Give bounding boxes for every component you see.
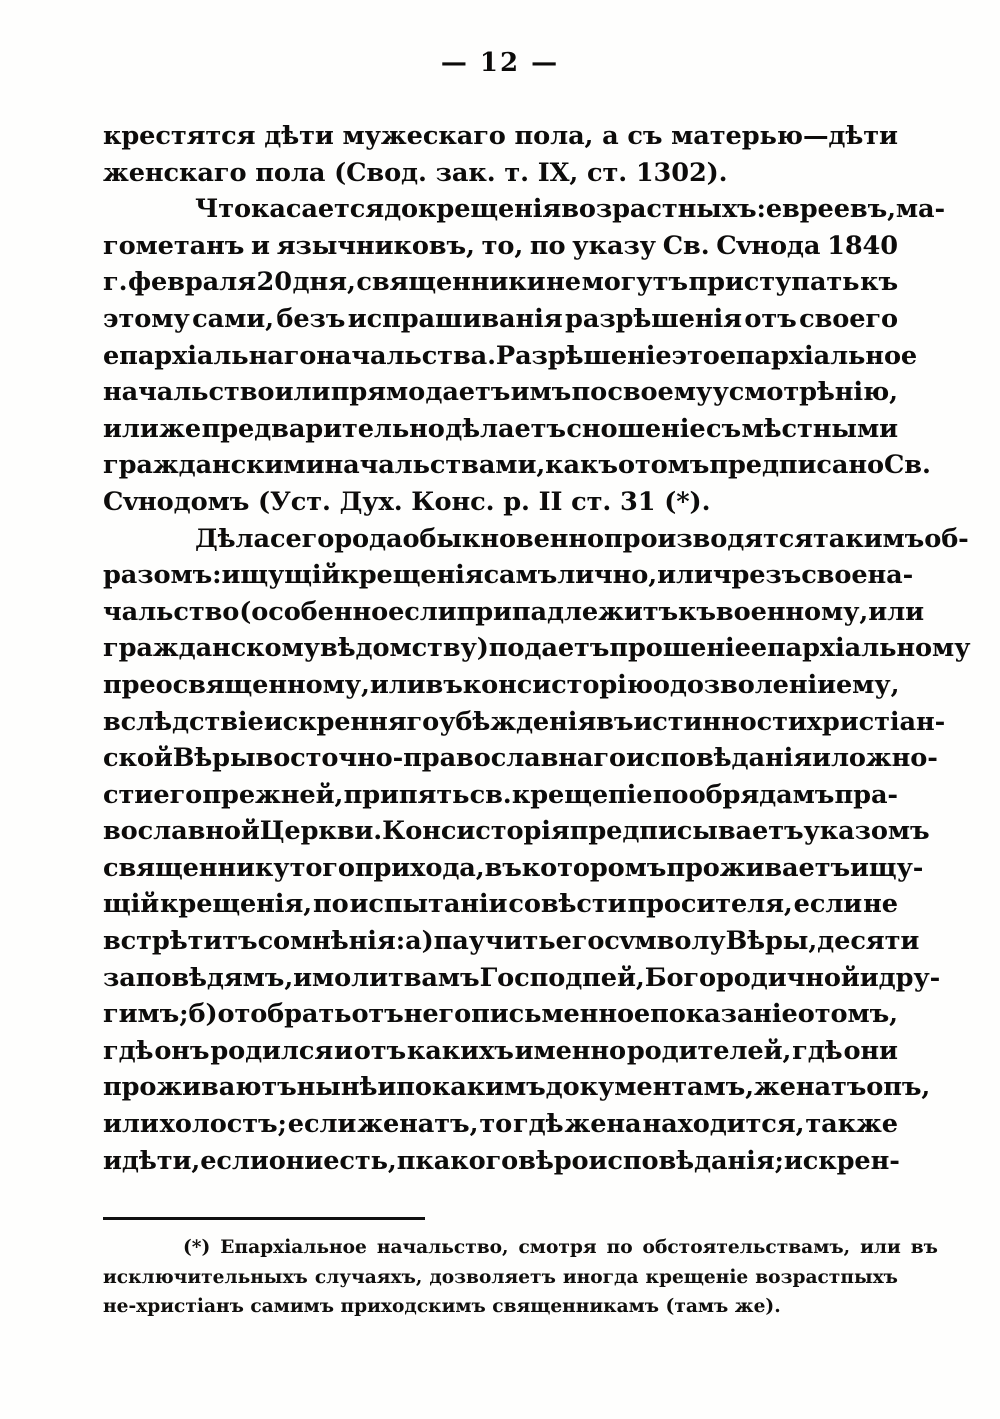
word: припадлежитъ (456, 596, 678, 627)
word: отъ (744, 303, 797, 334)
text-line (103, 301, 898, 338)
word: въ (910, 1237, 938, 1258)
word: о (617, 450, 635, 481)
word: ему, (835, 669, 900, 700)
word: ложно- (830, 743, 938, 774)
word: (особенно (239, 596, 389, 627)
word: указомъ (803, 816, 930, 847)
word: 20 (256, 267, 292, 298)
word: Консисторія (382, 816, 570, 847)
word: или (860, 1237, 901, 1258)
word: гражданскими (103, 450, 325, 481)
word: прежней, (202, 779, 344, 810)
word: съ (706, 413, 742, 444)
word: Вѣры (172, 743, 256, 774)
text-line (103, 813, 930, 850)
text-line: Сvнодомъ (Уст. Дух. Конс. р. II ст. 31 (*). (103, 486, 711, 517)
word: его (555, 926, 605, 957)
footnote-block (103, 1233, 938, 1322)
word: Св. (662, 230, 710, 261)
word: Св. (884, 450, 931, 481)
word: прошеніе (609, 633, 751, 664)
word: евреевъ, (765, 194, 896, 225)
word: (*) (183, 1237, 211, 1258)
text-line (103, 411, 898, 448)
word: дѣти (264, 121, 334, 151)
word: февраля (128, 267, 256, 298)
word: священнику (103, 852, 290, 883)
word: дѣти, (121, 1145, 201, 1176)
word: дня, (292, 267, 356, 298)
word: и (334, 1035, 353, 1066)
word: гдѣ (103, 1035, 154, 1066)
word: если (287, 1109, 357, 1140)
word: предписано (709, 450, 884, 481)
word: по (571, 377, 608, 408)
word: опъ, (866, 1072, 931, 1103)
word: крещепіе (511, 779, 653, 810)
word: искренняго (263, 706, 440, 737)
word: разомъ: (103, 560, 222, 591)
word: сами, (192, 303, 274, 334)
word: письменное (471, 999, 651, 1030)
word: Дѣла (195, 523, 270, 554)
word: щій (103, 889, 160, 920)
word: которомъ (521, 852, 667, 883)
word: обыкновенно (402, 523, 605, 554)
word: восточно-православнаго (255, 743, 626, 774)
word: своего (799, 303, 898, 334)
paragraph (103, 191, 946, 520)
word: обрядамъ (688, 779, 835, 810)
word: сего (269, 523, 335, 554)
word: десяти (817, 926, 920, 957)
word: производятся (604, 523, 814, 554)
word: и (293, 962, 313, 993)
word: родителей, (626, 1035, 792, 1066)
text-line (103, 447, 931, 484)
text-line (103, 704, 946, 741)
word: отъ (351, 999, 404, 1030)
word: своему (607, 377, 713, 408)
word: начальства. (316, 340, 496, 371)
word: иногда (562, 1266, 639, 1288)
page-number: — 12 — (440, 48, 560, 78)
word: если (200, 1145, 269, 1176)
word: не (546, 267, 581, 298)
word: крещенія (340, 560, 484, 591)
word: въ (596, 706, 634, 737)
word: нынѣ (296, 1072, 378, 1103)
word: вѣдомству)подаетъ (319, 633, 610, 664)
word: него (403, 999, 472, 1030)
word: чальство (103, 596, 240, 627)
paragraph (103, 521, 971, 1180)
word: прихода, (354, 852, 485, 883)
word: дѣлаетъ (445, 413, 566, 444)
text-line (103, 777, 898, 814)
word: или (103, 413, 159, 444)
word: п (396, 1145, 416, 1176)
word: отобрать (217, 999, 352, 1030)
word: того (289, 852, 355, 883)
word: крещенія, (160, 889, 313, 920)
word: самъ (483, 560, 558, 591)
text-line (103, 996, 898, 1033)
text-line (103, 374, 898, 411)
paragraph (103, 118, 898, 191)
word: Богородичной (644, 962, 860, 993)
word: епархіальному (750, 633, 971, 664)
word: или (103, 1109, 159, 1140)
text-line: женскаго пола (Свод. зак. т. IX, ст. 1302). (103, 157, 728, 188)
word: и (251, 230, 270, 261)
word: чрезъ (712, 560, 802, 591)
word: свое (801, 560, 868, 591)
word: 1840 (827, 230, 898, 261)
word: или (369, 669, 426, 700)
word: на- (867, 560, 914, 591)
word: консисторію (462, 669, 653, 700)
word: истинности (633, 706, 807, 737)
word: сvмволу (604, 926, 726, 957)
word: Господпей, (479, 962, 645, 993)
text-line (103, 594, 924, 631)
word: искрен- (783, 1145, 900, 1176)
word: молитвамъ (312, 962, 480, 993)
word: обстоятельствамъ, (642, 1237, 851, 1258)
word: матерью—дѣти (671, 121, 898, 151)
word: паучить (433, 926, 556, 957)
word: если (388, 596, 457, 627)
word: сти (103, 779, 154, 810)
text-line (103, 630, 971, 667)
word: къ (678, 596, 716, 627)
word: Что (195, 194, 251, 225)
word: совѣсти (508, 889, 627, 920)
word: начальство (103, 377, 275, 408)
text-line (103, 1106, 898, 1143)
word: въ (484, 852, 522, 883)
word: о (652, 669, 670, 700)
word: мѣстными (741, 413, 898, 444)
word: томъ (634, 450, 710, 481)
word: даетъ (425, 377, 511, 408)
word: ской (103, 743, 173, 774)
text-line (103, 557, 914, 594)
text-line (103, 1143, 898, 1180)
word: какого (415, 1145, 519, 1176)
word: безъ (276, 303, 346, 334)
footnote-separator-rule (103, 1217, 425, 1220)
word: прямо (330, 377, 426, 408)
word: об- (924, 523, 969, 554)
word: то, (481, 230, 524, 261)
word: или (868, 596, 924, 627)
word: пола, (514, 121, 594, 151)
word: припять (343, 779, 470, 810)
word: такимъ (813, 523, 925, 554)
word: въ (425, 669, 463, 700)
word: могутъ (581, 267, 688, 298)
word: сношеніе (566, 413, 706, 444)
word: проживаютъ (103, 1072, 297, 1103)
word: не (863, 889, 898, 920)
text-line (103, 1033, 898, 1070)
word: ма- (895, 194, 946, 225)
word: есть, (323, 1145, 397, 1176)
word: по (606, 1237, 633, 1258)
word: же (159, 413, 202, 444)
word: Вѣры, (725, 926, 818, 957)
text-line (103, 850, 924, 887)
word: Сvнода (716, 230, 821, 261)
word: они (843, 1035, 898, 1066)
word: также (805, 1109, 898, 1140)
word: встрѣтитъ (103, 926, 258, 957)
word: то (479, 1109, 513, 1140)
word: преосвященному, (103, 669, 370, 700)
word: этому (103, 303, 190, 334)
word: убѣжденія (439, 706, 597, 737)
word: имъ (510, 377, 572, 408)
word: съ (627, 121, 663, 151)
word: начальство, (376, 1237, 509, 1258)
word: дозволеніи (669, 669, 836, 700)
word: военному, (715, 596, 869, 627)
word: женатъ, (357, 1109, 479, 1140)
word: это (671, 340, 720, 371)
text-line (103, 923, 920, 960)
word: рода (334, 523, 403, 554)
word: жена (564, 1109, 642, 1140)
main-text-block (103, 118, 971, 1179)
word: крестятся (103, 121, 256, 151)
word: онъ (154, 1035, 210, 1066)
word: пра- (834, 779, 898, 810)
word: томъ, (814, 999, 898, 1030)
word: именно (514, 1035, 627, 1066)
word: усмотрѣнію, (712, 377, 898, 408)
text-line (103, 118, 898, 155)
word: гдѣ (792, 1035, 843, 1066)
word: предписываетъ (569, 816, 804, 847)
word: просителя, (627, 889, 793, 920)
word: исповѣданія (625, 743, 813, 774)
text-line (103, 740, 938, 777)
word: возрастныхъ: (561, 194, 766, 225)
word: о (797, 999, 815, 1030)
word: гдѣ (513, 1109, 564, 1140)
word: крещенія (418, 194, 562, 225)
word: находится, (642, 1109, 805, 1140)
word: вославной (103, 816, 260, 847)
word: или (657, 560, 713, 591)
word: они (268, 1145, 324, 1176)
text-line (103, 960, 941, 997)
word: и (812, 743, 831, 774)
word: случаяхъ, (314, 1266, 423, 1288)
word: исключительныхъ (103, 1266, 308, 1288)
word: указу (572, 230, 656, 261)
text-line (103, 228, 898, 265)
word: женатъ (753, 1072, 867, 1103)
word: холостъ; (159, 1109, 287, 1140)
word: крещеніе (645, 1266, 749, 1288)
word: ищу- (849, 852, 924, 883)
word: дозволяетъ (429, 1266, 556, 1288)
word: епархіальнаго (103, 340, 317, 371)
word: дру- (878, 962, 941, 993)
word: къ (860, 267, 898, 298)
text-line (149, 191, 944, 228)
word: Церкви. (259, 816, 383, 847)
word: вслѣдствіе (103, 706, 264, 737)
word: а) (405, 926, 434, 957)
word: предварительно (201, 413, 445, 444)
word: по (529, 230, 566, 261)
word: мужескаго (342, 121, 506, 151)
text-line (149, 521, 969, 558)
text-line (103, 264, 898, 301)
text-line (103, 667, 898, 704)
word: по (652, 779, 689, 810)
word: касается (251, 194, 385, 225)
word: проживаетъ (666, 852, 850, 883)
word: гимъ; (103, 999, 189, 1030)
word: начальствами, (324, 450, 546, 481)
text-line (103, 1069, 931, 1106)
text-line (143, 1233, 938, 1263)
word: Разрѣшеніе (495, 340, 672, 371)
word: какихъ (406, 1035, 514, 1066)
word: христіан- (806, 706, 946, 737)
word: и (377, 1072, 397, 1103)
word: возрастпыхъ (755, 1266, 898, 1288)
word: лично, (557, 560, 658, 591)
word: разрѣшенія (565, 303, 742, 334)
word: г. (103, 267, 128, 298)
word: гометанъ (103, 230, 245, 261)
word: б) (188, 999, 218, 1030)
text-line (103, 1263, 898, 1293)
word: св. (469, 779, 512, 810)
word: смотря (518, 1237, 597, 1258)
word: гражданскому (103, 633, 320, 664)
word: приступать (688, 267, 860, 298)
word: по (396, 1072, 432, 1103)
word: отъ (353, 1035, 407, 1066)
word: епархіальное (719, 340, 918, 371)
word: родился (210, 1035, 334, 1066)
word: испрашиванія (347, 303, 563, 334)
word: до (384, 194, 419, 225)
word: вѣроисповѣданія; (518, 1145, 784, 1176)
word: Епархіальное (220, 1237, 367, 1258)
text-line (103, 886, 898, 923)
word: показаніе (650, 999, 798, 1030)
word: а (602, 121, 619, 151)
word: какъ (545, 450, 618, 481)
word: язычниковъ, (276, 230, 475, 261)
word: сомнѣнія: (257, 926, 406, 957)
word: какимъ (431, 1072, 546, 1103)
word: документамъ, (545, 1072, 754, 1103)
word: по (312, 889, 349, 920)
word: испытаніи (349, 889, 508, 920)
word: и (859, 962, 879, 993)
word: священники (356, 267, 546, 298)
word: ищущій (221, 560, 341, 591)
text-line (103, 338, 918, 375)
word: его (153, 779, 203, 810)
word: если (793, 889, 863, 920)
word: заповѣдямъ, (103, 962, 294, 993)
text-line: не-христіанъ самимъ приходскимъ священникамъ (тамъ же). (103, 1296, 781, 1317)
word: и (103, 1145, 122, 1176)
word: или (274, 377, 331, 408)
